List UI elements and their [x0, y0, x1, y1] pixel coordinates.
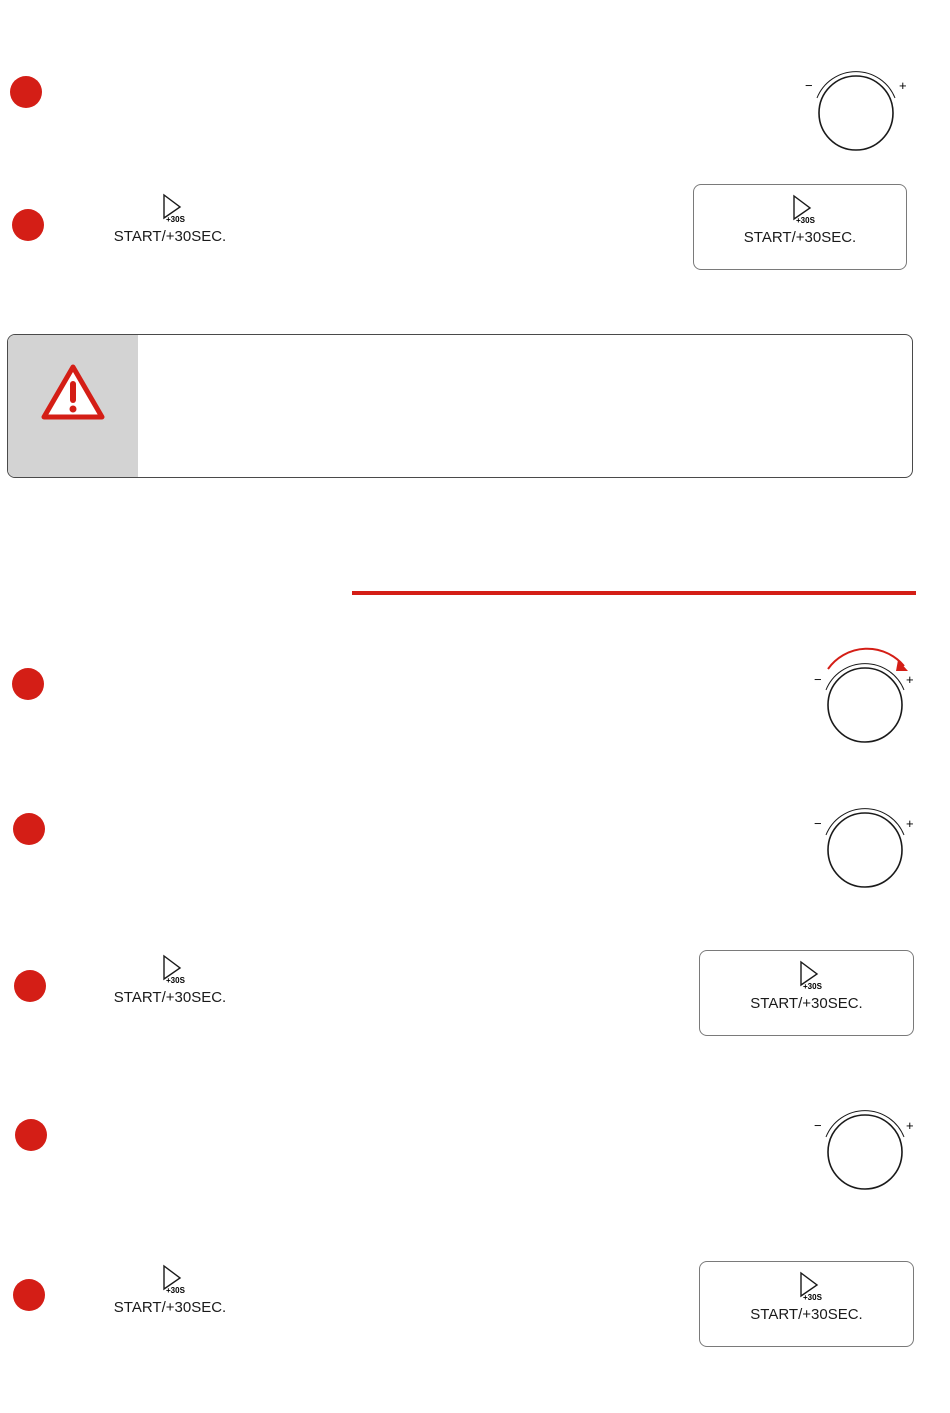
dial-knob-1[interactable]: [803, 58, 913, 158]
dial-knob-3[interactable]: [812, 1094, 922, 1194]
svg-text:+30S: +30S: [802, 982, 822, 991]
warning-icon-panel: [8, 335, 138, 477]
step-bullet-3: [12, 668, 44, 700]
start-button-panel-2[interactable]: [699, 950, 914, 1036]
dial-icon: [812, 790, 922, 890]
play-plus30s-icon: [787, 959, 827, 993]
play-plus30s-icon: [787, 1270, 827, 1304]
play-plus30s-icon: [150, 953, 190, 987]
step-bullet-6: [15, 1119, 47, 1151]
svg-text:+30S: +30S: [166, 215, 185, 224]
start-button-panel-1[interactable]: [693, 184, 907, 270]
dial-plus-sign: +: [906, 1118, 914, 1133]
dial-plus-sign: +: [906, 672, 914, 687]
step-bullet-5: [14, 970, 46, 1002]
start-button-text: START/+30SEC.: [743, 229, 857, 246]
play-plus30s-icon: [150, 192, 190, 226]
step-bullet-7: [13, 1279, 45, 1311]
section-divider: [352, 591, 916, 595]
svg-text:+30S: +30S: [796, 216, 815, 225]
start-button-text: START/+30SEC.: [113, 989, 227, 1006]
dial-minus-sign: −: [814, 816, 822, 831]
step-bullet-2: [12, 209, 44, 241]
warning-triangle-icon: [41, 363, 105, 421]
dial-minus-sign: −: [814, 672, 822, 687]
svg-text:+30S: +30S: [166, 976, 185, 985]
dial-minus-sign: −: [805, 78, 813, 93]
svg-text:+30S: +30S: [166, 1286, 185, 1295]
step-bullet-4: [13, 813, 45, 845]
dial-minus-sign: −: [814, 1118, 822, 1133]
step-bullet-1: [10, 76, 42, 108]
start-button-panel-3[interactable]: [699, 1261, 914, 1347]
start-button-text: START/+30SEC.: [113, 228, 227, 245]
start-button-inline-label: [100, 1263, 240, 1317]
dial-knob-2[interactable]: [812, 790, 922, 890]
dial-plus-sign: +: [899, 78, 907, 93]
play-plus30s-icon: [780, 193, 820, 227]
dial-plus-sign: +: [906, 816, 914, 831]
play-plus30s-icon: [150, 1263, 190, 1297]
warning-box: [7, 334, 913, 478]
start-button-text: START/+30SEC.: [113, 1299, 227, 1316]
dial-icon: [803, 58, 913, 158]
dial-knob-turn[interactable]: [812, 644, 922, 744]
start-button-text: START/+30SEC.: [750, 995, 863, 1012]
svg-text:+30S: +30S: [802, 1293, 822, 1302]
dial-icon: [812, 1094, 922, 1194]
dial-turn-icon: [812, 644, 922, 744]
start-button-inline-label: [100, 953, 240, 1007]
start-button-inline-label: [100, 192, 240, 246]
start-button-text: START/+30SEC.: [750, 1306, 863, 1323]
